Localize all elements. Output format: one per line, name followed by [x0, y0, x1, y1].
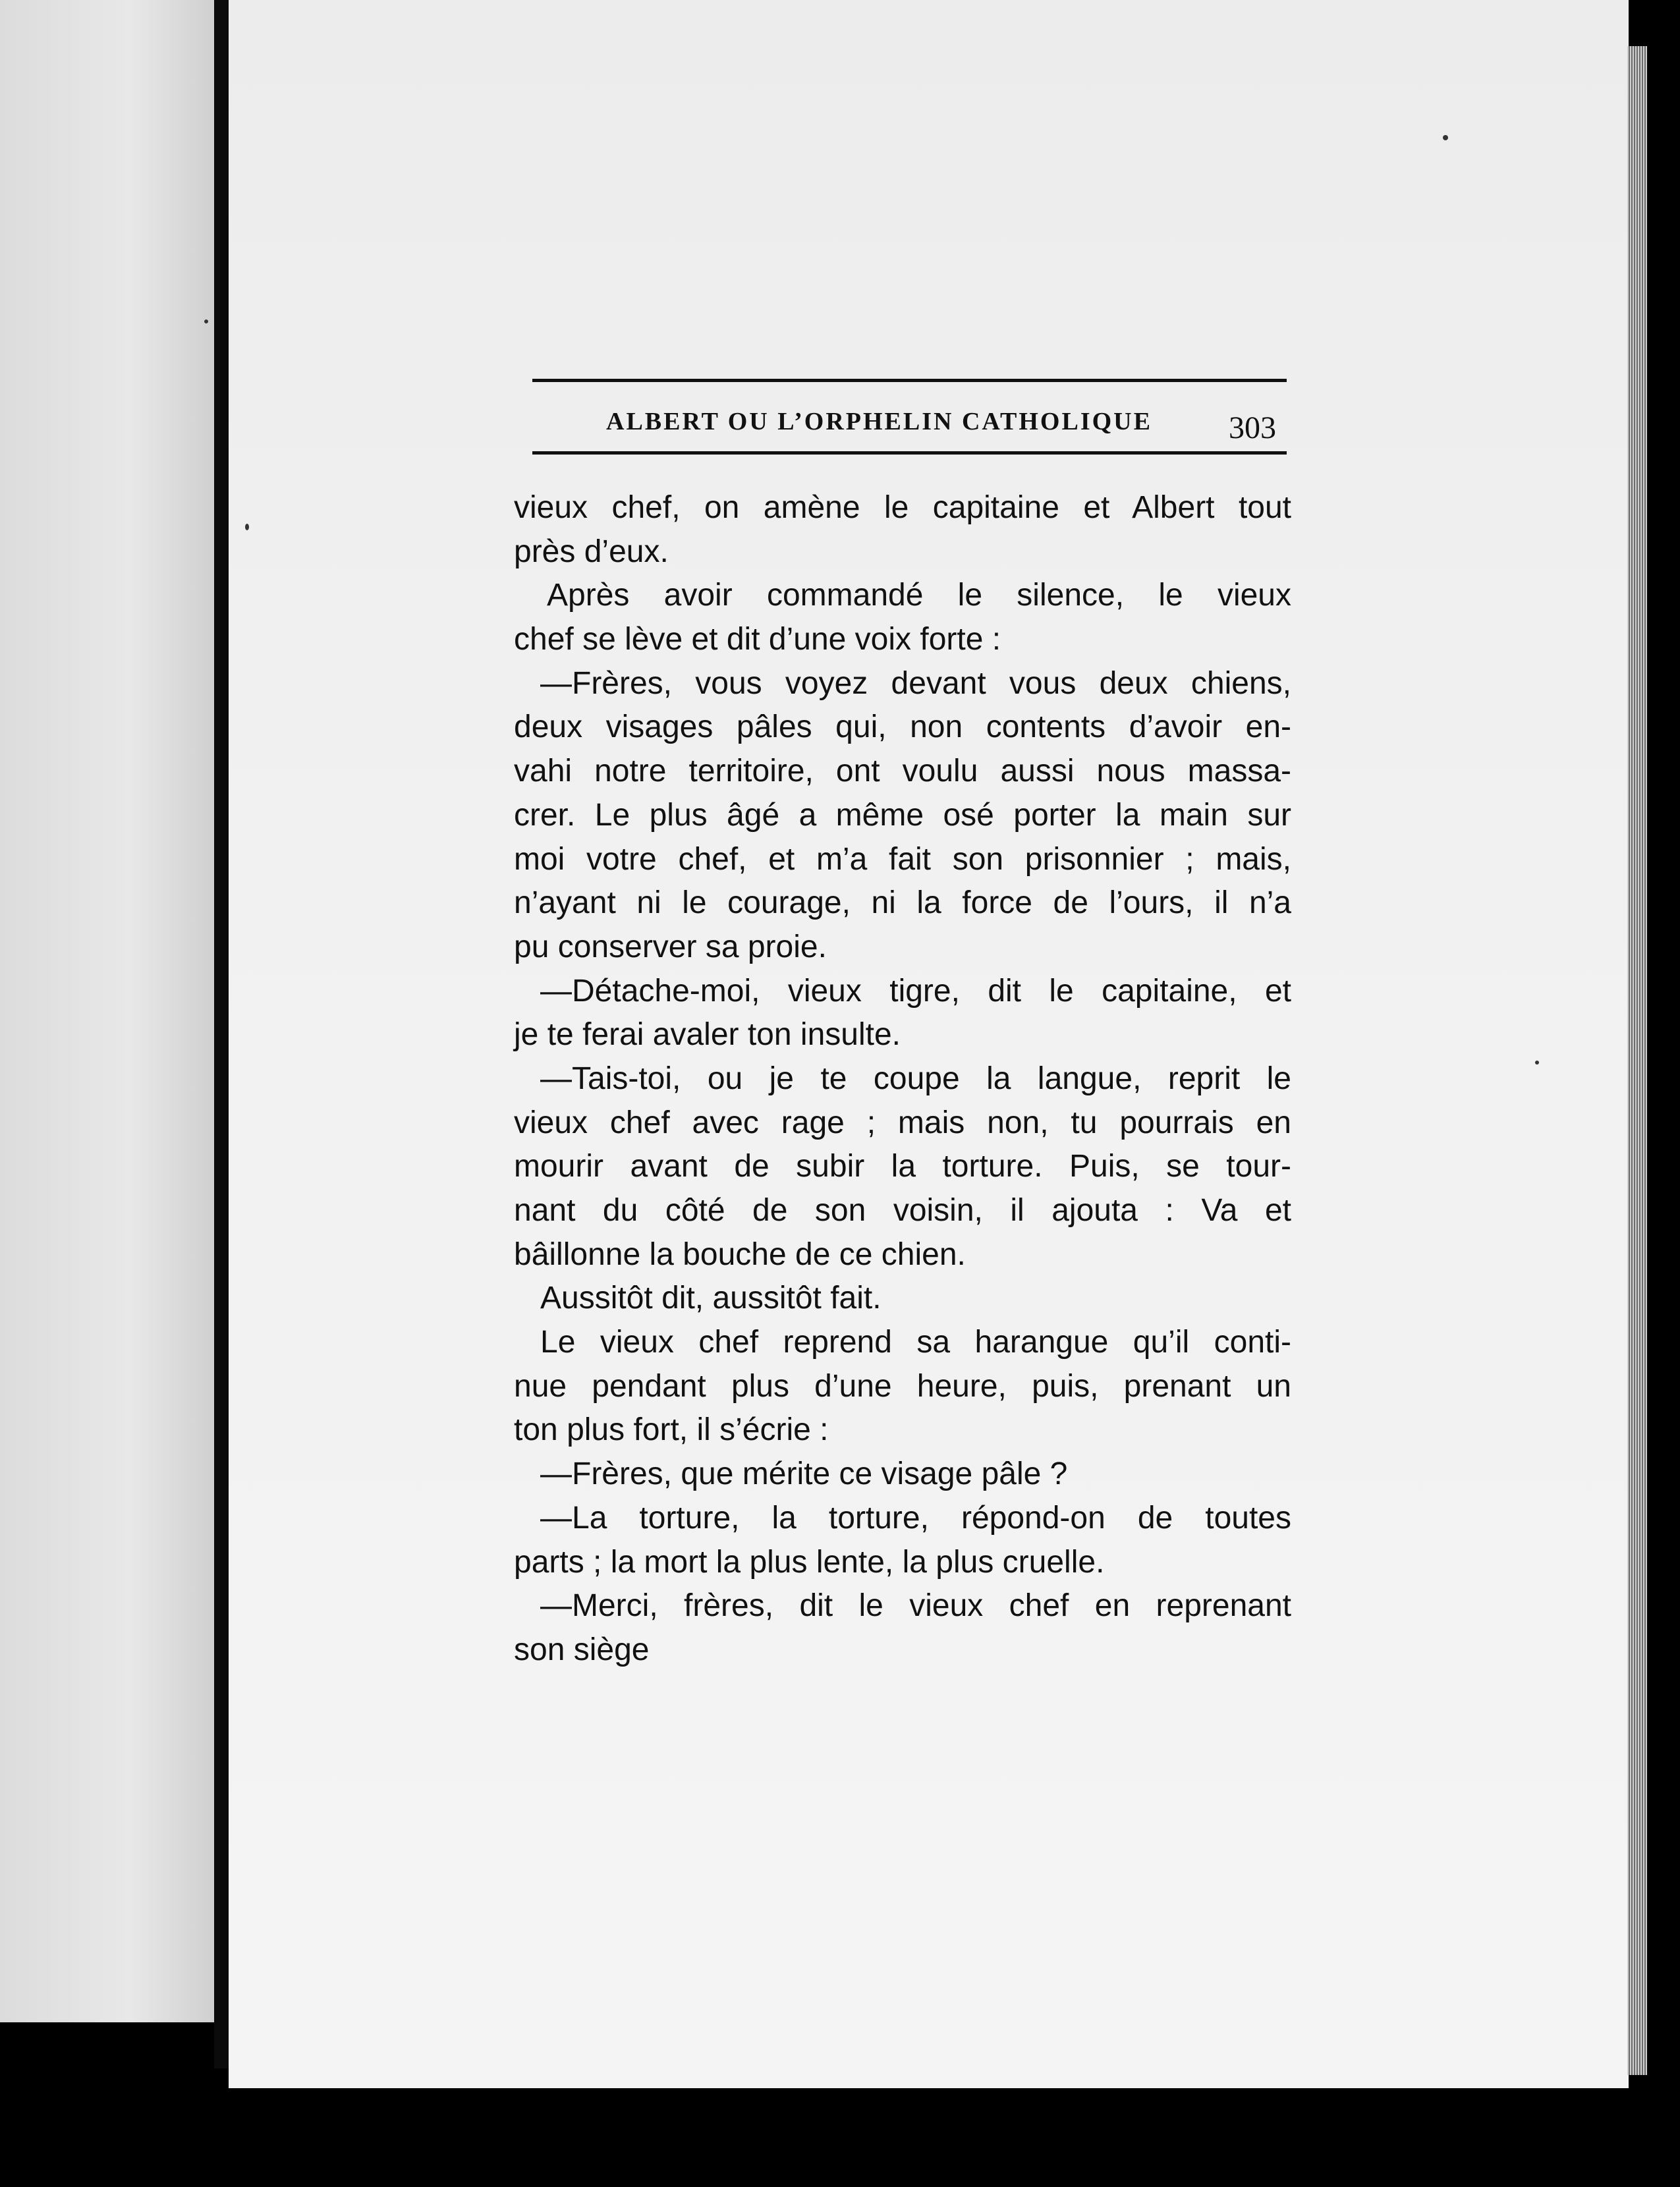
text-line: près d’eux.	[514, 534, 669, 569]
dust-speck	[1535, 1061, 1539, 1065]
text-line: n’ayant ni le courage, ni la force de l’ours, il n’a	[514, 885, 1291, 921]
facing-page-edge	[0, 0, 217, 2022]
body-text	[514, 486, 1291, 1673]
dust-speck	[245, 524, 249, 530]
text-line: vieux chef, on amène le capitaine et Albert tout	[514, 490, 1291, 525]
text-line: bâillonne la bouche de ce chien.	[514, 1236, 966, 1272]
text-line: Aussitôt dit, aussitôt fait.	[540, 1281, 882, 1316]
header-rule-top	[532, 379, 1287, 382]
text-line: —Détache-moi, vieux tigre, dit le capitaine, et	[540, 973, 1291, 1009]
header-rule-bottom	[532, 451, 1287, 455]
text-line: —Frères, que mérite ce visage pâle ?	[540, 1456, 1068, 1492]
text-line: deux visages pâles qui, non contents d’avoir en-	[514, 709, 1291, 745]
text-line: Après avoir commandé le silence, le vieux	[547, 578, 1291, 613]
text-line: son siège	[514, 1632, 650, 1667]
text-line: nue pendant plus d’une heure, puis, prenant un	[514, 1368, 1291, 1404]
text-line: —Frères, vous voyez devant vous deux chiens,	[540, 665, 1291, 701]
text-line: je te ferai avaler ton insulte.	[514, 1017, 901, 1053]
text-line: parts ; la mort la plus lente, la plus cruelle.	[514, 1544, 1105, 1580]
text-line: nant du côté de son voisin, il ajouta : Va et	[514, 1193, 1291, 1228]
text-line: mourir avant de subir la torture. Puis, se tour-	[514, 1149, 1291, 1184]
text-line: pu conserver sa proie.	[514, 929, 827, 964]
text-line: vahi notre territoire, ont voulu aussi nous massa-	[514, 754, 1291, 789]
running-title: ALBERT OU L’ORPHELIN CATHOLIQUE	[606, 408, 1152, 435]
text-line: vieux chef avec rage ; mais non, tu pourrais en	[514, 1105, 1291, 1140]
text-line: crer. Le plus âgé a même osé porter la main sur	[514, 797, 1291, 833]
text-line: chef se lève et dit d’une voix forte :	[514, 622, 1001, 657]
dust-speck	[1443, 135, 1448, 140]
text-line: —La torture, la torture, répond-on de toutes	[540, 1500, 1291, 1536]
page-number: 303	[1229, 410, 1276, 445]
text-line: —Tais-toi, ou je te coupe la langue, reprit le	[540, 1061, 1291, 1096]
text-line: moi votre chef, et m’a fait son prisonnier ; mais,	[514, 841, 1291, 877]
text-line: Le vieux chef reprend sa harangue qu’il conti-	[540, 1325, 1291, 1360]
page-stack-edge	[1627, 46, 1647, 2075]
dust-speck	[204, 319, 208, 323]
book-gutter	[214, 0, 229, 2068]
text-line: ton plus fort, il s’écrie :	[514, 1412, 829, 1448]
text-line: —Merci, frères, dit le vieux chef en reprenant	[540, 1588, 1291, 1624]
